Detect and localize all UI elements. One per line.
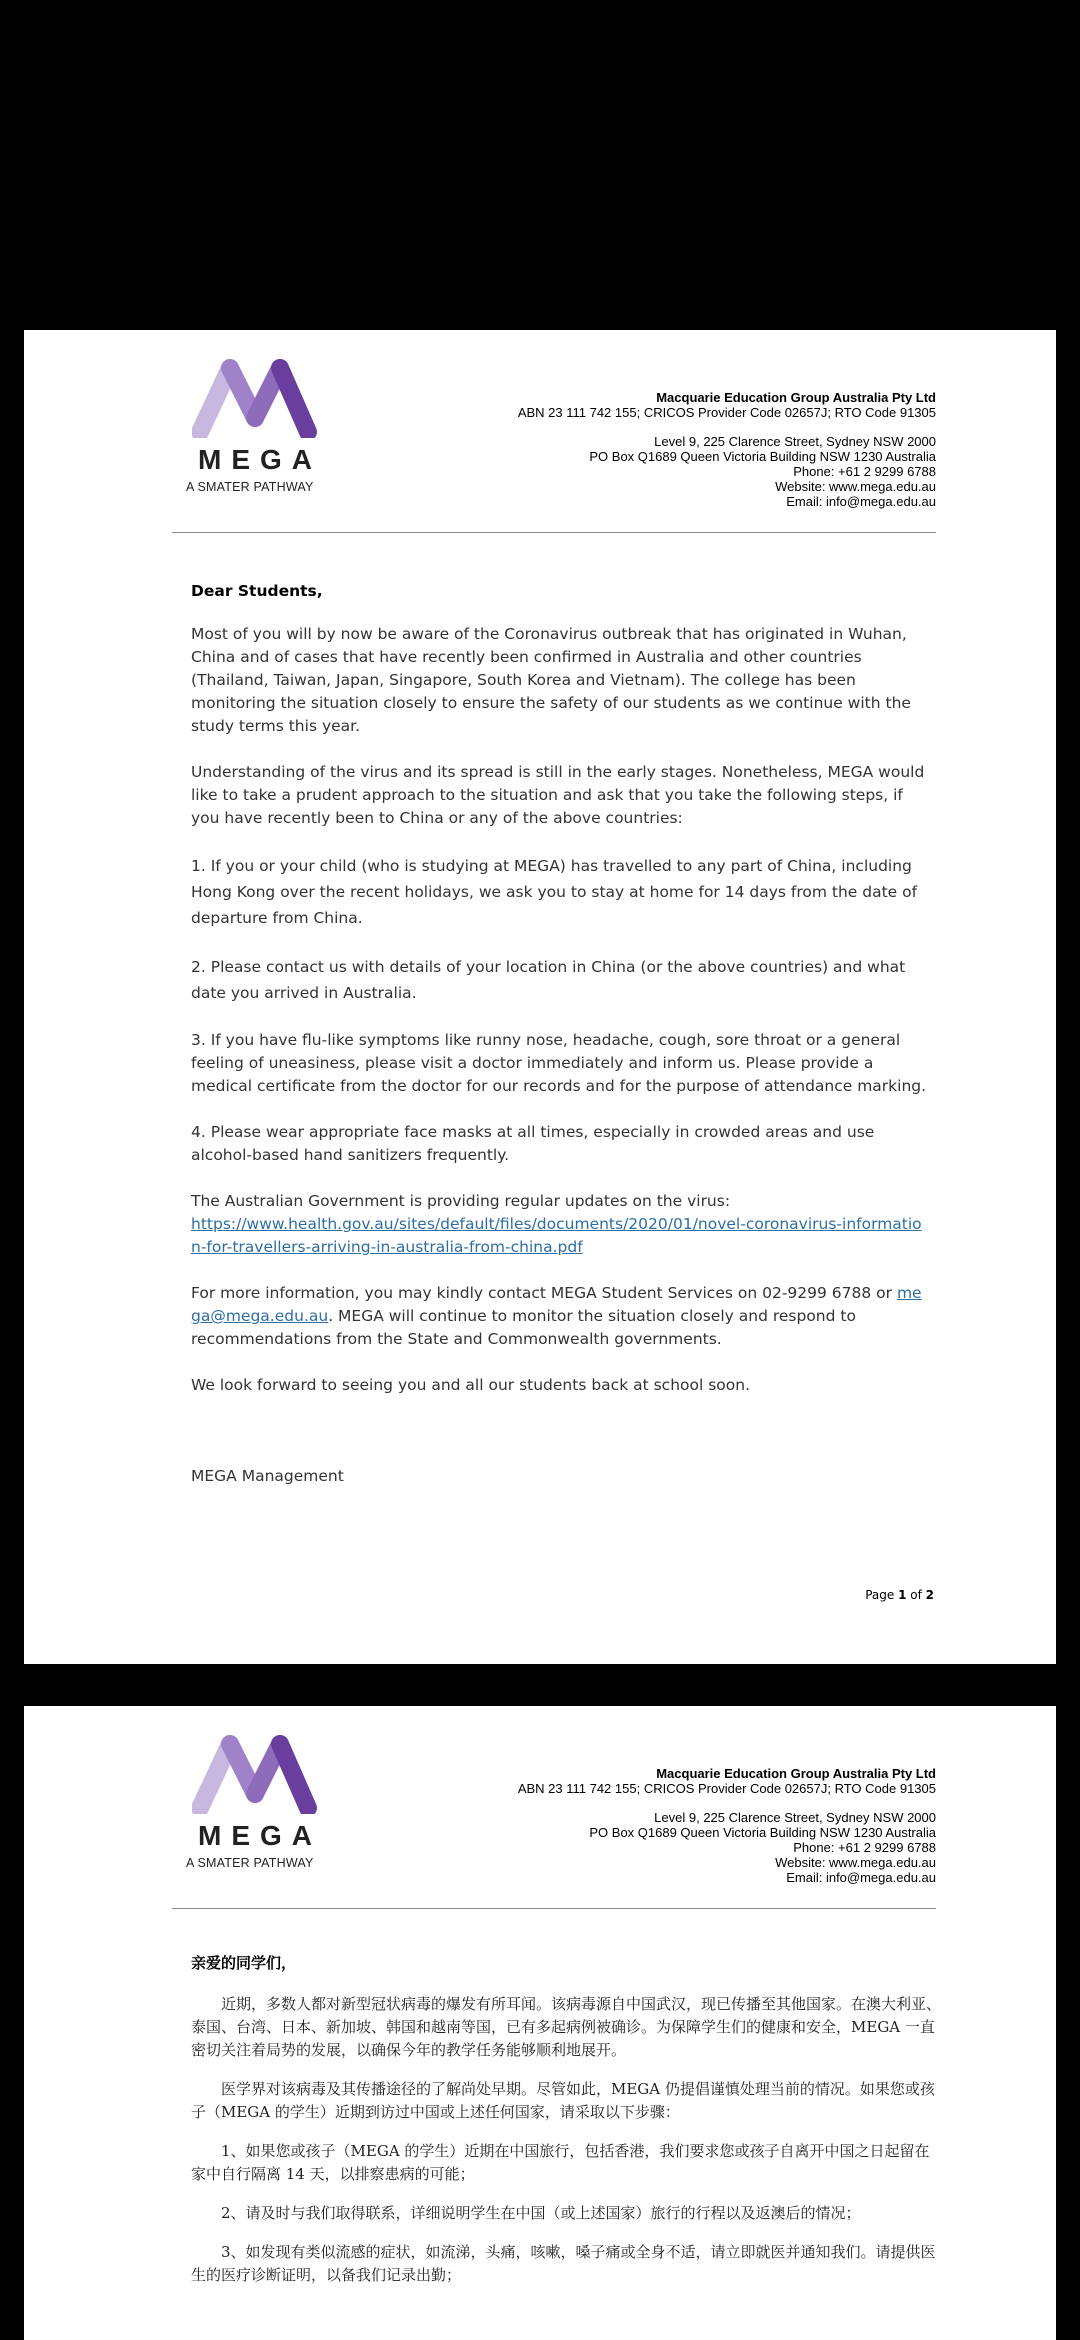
company-details [518, 1766, 936, 1885]
page-label: Page [865, 1588, 899, 1602]
page-total: 2 [925, 1588, 934, 1602]
step-1-chinese: 1、如果您或孩子（MEGA 的学生）近期在中国旅行，包括香港，我们要求您或孩子自离开中国之日起留在家中自行隔离 14 天，以排察患病的可能； [191, 2142, 930, 2183]
paragraph-approach-chinese: 医学界对该病毒及其传播途径的了解尚处早期。尽管如此，MEGA 仍提倡谨慎处理当前的情况。如果您或孩子（MEGA 的学生）近期到访过中国或上述任何国家，请采取以下步骤： [191, 2080, 935, 2121]
step-3: 3. If you have flu-like symptoms like runny nose, headache, cough, sore throat or a general feeling of uneasiness, please visit a doctor immediately and inform us. Please provide a medical certificate from the doctor for our records and for the purpose of attendance marking. [191, 1031, 927, 1095]
step-2: 2. Please contact us with details of your location in China (or the above countries) and what date you arrived in Australia. [191, 958, 906, 1002]
contact-text-pre: For more information, you may kindly contact MEGA Student Services on 02-9299 6788 or [191, 1284, 897, 1302]
step-1: 1. If you or your child (who is studying at MEGA) has travelled to any part of China, including Hong Kong over the recent holidays, we ask you to stay at home for 14 days from the date of departure from China. [191, 857, 918, 927]
mega-logo-mark-icon [192, 358, 318, 438]
company-details [518, 390, 936, 509]
company-address-line2: PO Box Q1689 Queen Victoria Building NSW 1230 Australia [589, 449, 936, 464]
company-email: Email: info@mega.edu.au [786, 1870, 936, 1885]
mega-logo [186, 358, 346, 494]
company-registration: ABN 23 111 742 155; CRICOS Provider Code 02657J; RTO Code 91305 [517, 405, 936, 420]
letter-body [191, 580, 931, 1511]
company-address-line2: PO Box Q1689 Queen Victoria Building NSW 1230 Australia [589, 1825, 936, 1840]
government-updates [191, 1190, 931, 1259]
letterhead-divider [172, 1908, 936, 1909]
mega-logo [186, 1734, 346, 1870]
step-4: 4. Please wear appropriate face masks at all times, especially in crowded areas and use alcohol-based hand sanitizers frequently. [191, 1123, 875, 1164]
government-updates-intro: The Australian Government is providing regular updates on the virus: [191, 1192, 731, 1210]
letter-body-chinese [191, 1952, 943, 2303]
paragraph-intro: Most of you will by now be aware of the Coronavirus outbreak that has originated in Wuhan, China and of cases that have recently been confirmed in Australia and other countries (Thailand, Taiwan, Japan, Singapore, South Korea and Vietnam). The college has been monitoring the situation closely to ensure the safety of our students as we continue with the study terms this year. [191, 625, 911, 735]
company-website: Website: www.mega.edu.au [775, 479, 936, 494]
company-phone: Phone: +61 2 9299 6788 [793, 464, 936, 479]
contact-text-post: . MEGA will continue to monitor the situation closely and respond to recommendations from the State and Commonwealth governments. [191, 1307, 856, 1348]
page-current: 1 [898, 1588, 907, 1602]
step-2-chinese: 2、请及时与我们取得联系，详细说明学生在中国（或上述国家）旅行的行程以及返澳后的情况； [221, 2204, 861, 2222]
page-number [865, 1588, 934, 1602]
company-phone: Phone: +61 2 9299 6788 [793, 1840, 936, 1855]
contact-email-link[interactable]: mega@mega.edu.au [191, 1284, 922, 1325]
company-website: Website: www.mega.edu.au [775, 1855, 936, 1870]
document-page-2 [24, 1706, 1056, 2340]
company-name: Macquarie Education Group Australia Pty Ltd [656, 1766, 936, 1781]
salutation-chinese: 亲爱的同学们， [191, 1954, 297, 1972]
paragraph-approach: Understanding of the virus and its spread is still in the early stages. Nonetheless, MEGA would like to take a prudent approach to the situation and ask that you take the following steps, if you have recently been to China or any of the above countries: [191, 763, 925, 827]
page-of: of [906, 1588, 926, 1602]
closing-paragraph: We look forward to seeing you and all our students back at school soon. [191, 1376, 751, 1394]
company-registration: ABN 23 111 742 155; CRICOS Provider Code 02657J; RTO Code 91305 [517, 1781, 936, 1796]
logo-wordmark: MEGA [198, 444, 322, 475]
logo-wordmark: MEGA [198, 1820, 322, 1851]
signoff: MEGA Management [191, 1467, 344, 1485]
logo-tagline: A SMATER PATHWAY [186, 1856, 314, 1870]
company-address-line1: Level 9, 225 Clarence Street, Sydney NSW 2000 [654, 1810, 936, 1825]
step-3-chinese: 3、如发现有类似流感的症状，如流涕，头痛，咳嗽，嗓子痛或全身不适，请立即就医并通知我们。请提供医生的医疗诊断证明，以备我们记录出勤； [191, 2243, 936, 2284]
government-updates-link[interactable]: https://www.health.gov.au/sites/default/files/documents/2020/01/novel-coronavirus-information-for-travellers-arriving-in-australia-from-china.pdf [191, 1215, 922, 1256]
company-address-line1: Level 9, 225 Clarence Street, Sydney NSW 2000 [654, 434, 936, 449]
company-email: Email: info@mega.edu.au [786, 494, 936, 509]
salutation: Dear Students, [191, 582, 323, 600]
mega-logo-mark-icon [192, 1734, 318, 1814]
letterhead-divider [172, 532, 936, 533]
contact-paragraph [191, 1282, 931, 1351]
logo-tagline: A SMATER PATHWAY [186, 480, 314, 494]
company-name: Macquarie Education Group Australia Pty Ltd [656, 390, 936, 405]
paragraph-intro-chinese: 近期，多数人都对新型冠状病毒的爆发有所耳闻。该病毒源自中国武汉，现已传播至其他国家。在澳大利亚、泰国、台湾、日本、新加坡、韩国和越南等国，已有多起病例被确诊。为保障学生们的健康和安全，MEGA 一直密切关注着局势的发展，以确保今年的教学任务能够顺利地展开。 [191, 1995, 942, 2059]
document-page-1 [24, 330, 1056, 1664]
